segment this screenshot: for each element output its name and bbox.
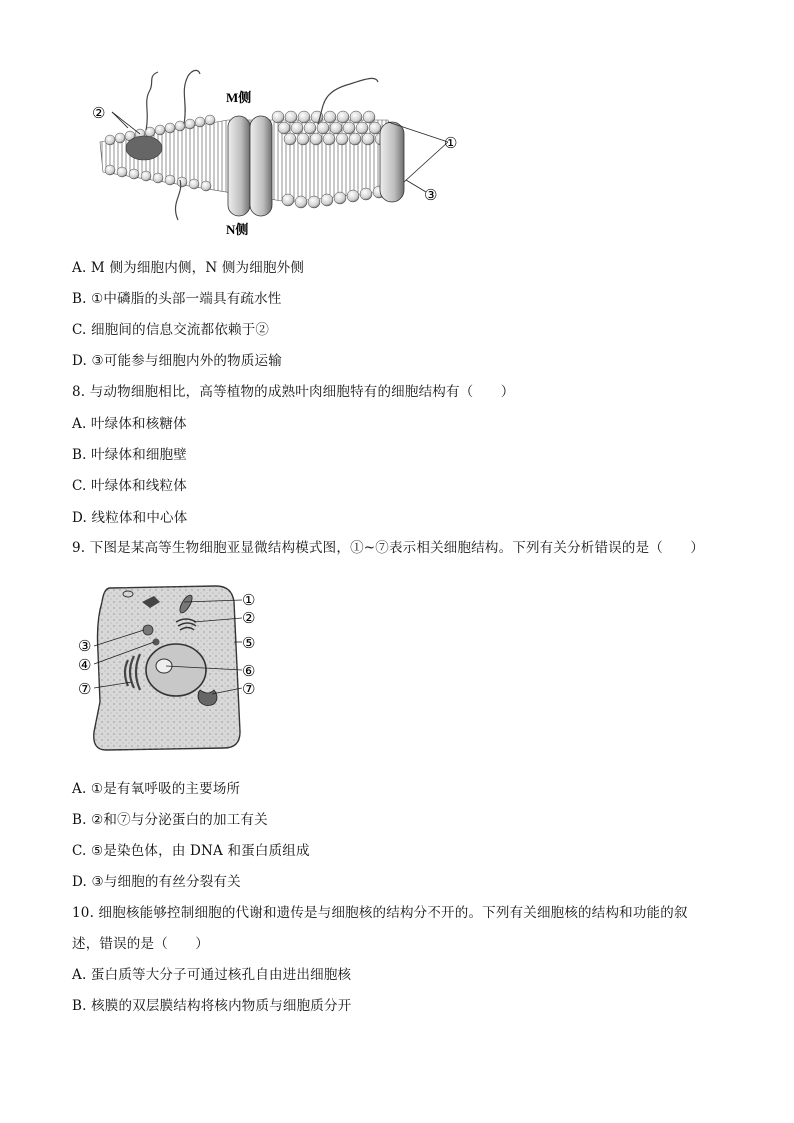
q10-stem-line1: 10. 细胞核能够控制细胞的代谢和遗传是与细胞核的结构分不开的。下列有关细胞核的结构和功能的叙 — [72, 905, 688, 921]
q8-option-c: C. 叶绿体和线粒体 — [72, 478, 187, 494]
q10-option-a: A. 蛋白质等大分子可通过核孔自由进出细胞核 — [72, 967, 352, 983]
cell-marker-6: ⑥ — [242, 664, 256, 680]
centrosome — [143, 625, 153, 635]
glycocalyx-chain — [146, 72, 158, 130]
marker-3-label: ③ — [424, 188, 438, 204]
cell-marker-7-left: ⑦ — [78, 682, 92, 698]
q7-option-a: A. M 侧为细胞内侧，N 侧为细胞外侧 — [72, 260, 305, 276]
channel-protein — [228, 116, 272, 216]
q10-option-b: B. 核膜的双层膜结构将核内物质与细胞质分开 — [72, 998, 352, 1014]
q7-option-d: D. ③可能参与细胞内外的物质运输 — [72, 353, 282, 369]
q9-option-d: D. ③与细胞的有丝分裂有关 — [72, 874, 241, 890]
q8-option-b: B. 叶绿体和细胞壁 — [72, 447, 188, 463]
cell-marker-5: ⑤ — [242, 636, 256, 652]
cell-diagram — [76, 582, 276, 754]
cell-marker-7-right: ⑦ — [242, 682, 256, 698]
q8-option-d: D. 线粒体和中心体 — [72, 510, 188, 526]
q10-stem-line2: 述，错误的是（ ） — [72, 936, 209, 952]
cell-marker-3: ③ — [78, 639, 92, 655]
q9-stem: 9. 下图是某高等生物细胞亚显微结构模式图，①~⑦表示相关细胞结构。下列有关分析错误的是（ ） — [72, 540, 705, 556]
q7-option-b: B. ①中磷脂的头部一端具有疏水性 — [72, 291, 282, 307]
transmembrane-protein — [380, 122, 404, 202]
membrane-diagram — [88, 62, 478, 247]
m-side-label: M侧 — [226, 90, 252, 105]
cell-marker-4: ④ — [78, 658, 92, 674]
n-side-label: N侧 — [226, 222, 249, 237]
glycocalyx-chain — [184, 70, 200, 124]
q7-option-c: C. 细胞间的信息交流都依赖于② — [72, 322, 270, 338]
q9-option-a: A. ①是有氧呼吸的主要场所 — [72, 781, 241, 797]
cell-marker-1: ① — [242, 593, 256, 609]
marker-2-label: ② — [92, 106, 106, 122]
q9-option-c: C. ⑤是染色体，由 DNA 和蛋白质组成 — [72, 843, 310, 859]
cell-marker-2: ② — [242, 611, 256, 627]
q8-stem: 8. 与动物细胞相比，高等植物的成熟叶肉细胞特有的细胞结构有（ ） — [72, 384, 515, 400]
marker-1-label: ① — [444, 136, 458, 152]
carbohydrate-chain — [175, 180, 180, 220]
q8-option-a: A. 叶绿体和核糖体 — [72, 416, 187, 432]
q9-option-b: B. ②和⑦与分泌蛋白的加工有关 — [72, 812, 268, 828]
nucleus — [146, 644, 206, 696]
embedded-protein — [126, 136, 162, 160]
